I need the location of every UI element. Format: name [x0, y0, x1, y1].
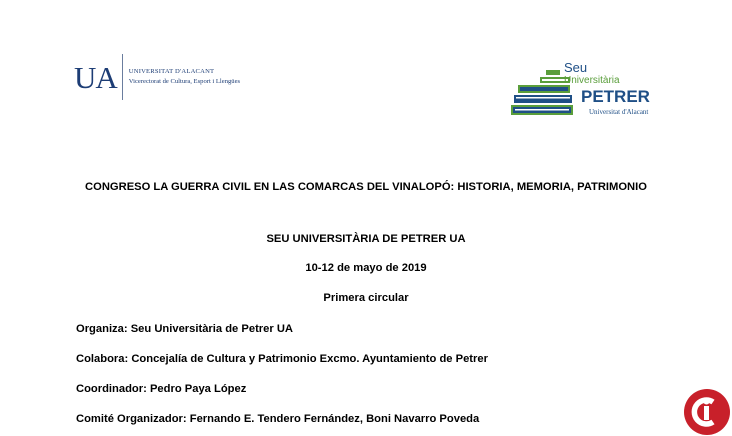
coordinador-line: Coordinador: Pedro Paya López	[76, 383, 247, 395]
document-venue: SEU UNIVERSITÀRIA DE PETRER UA	[266, 233, 466, 245]
seu-logo-alacant: Universitat d'Alacant	[589, 108, 649, 116]
document-circular: Primera circular	[323, 292, 409, 304]
colabora-line: Colabora: Concejalía de Cultura y Patrimonio Excmo. Ayuntamiento de Petrer	[76, 353, 488, 365]
seu-logo-seu: Seu	[564, 60, 588, 75]
ua-logo-divider	[122, 54, 123, 100]
ua-logo-text	[129, 67, 240, 87]
ua-logo-line2: Vicerectorat de Cultura, Esport i Llengües	[128, 78, 241, 85]
seu-logo-petrer: PETRER	[581, 87, 650, 106]
document-title: CONGRESO LA GUERRA CIVIL EN LAS COMARCAS DEL VINALOPÓ: HISTORIA, MEMORIA, PATRIMONIO	[85, 181, 647, 193]
comite-line: Comité Organizador: Fernando E. Tendero Fernández, Boni Navarro Poveda	[76, 413, 480, 425]
ua-logo	[74, 54, 240, 100]
ua-logo-mark: UA	[74, 59, 117, 95]
document-dates: 10-12 de mayo de 2019	[305, 262, 427, 274]
brand-badge-icon[interactable]	[684, 389, 730, 435]
seu-petrer-logo	[508, 58, 656, 120]
ua-logo-line1: UNIVERSITAT D'ALACANT	[128, 68, 215, 75]
organiza-line: Organiza: Seu Universitària de Petrer UA	[76, 323, 293, 335]
seu-logo-universitaria: Universitària	[564, 75, 620, 86]
